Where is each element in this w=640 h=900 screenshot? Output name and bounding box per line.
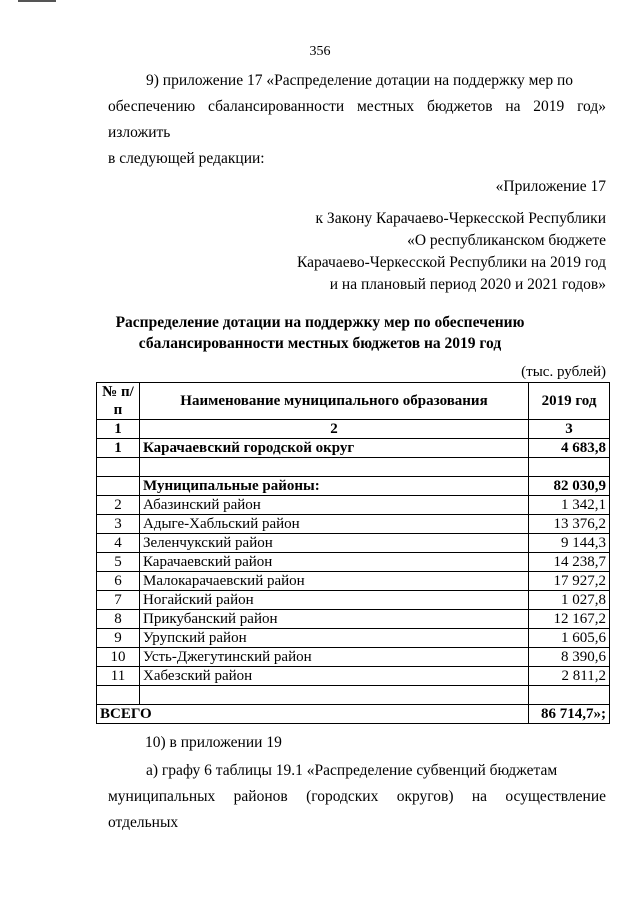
table-title-line-2: сбалансированности местных бюджетов на 2019 год — [138, 335, 502, 352]
annex-reference — [297, 208, 606, 296]
header-num: № п/п — [97, 383, 140, 420]
city-name: Карачаевский городской округ — [140, 439, 529, 458]
scan-edge-mark — [18, 0, 56, 2]
paragraph-9-line-2: обеспечению сбалансированности местных бюджетов на 2019 год» изложить — [108, 98, 606, 141]
table-row-spacer — [97, 458, 610, 477]
table-row — [97, 515, 610, 534]
table-row-city — [97, 439, 610, 458]
row-value: 1 605,6 — [529, 629, 610, 648]
paragraph-9-line-1: 9) приложение 17 «Распределение дотации на поддержку мер по — [146, 72, 573, 89]
city-num: 1 — [97, 439, 140, 458]
row-num: 3 — [97, 515, 140, 534]
row-name: Абазинский район — [140, 496, 529, 515]
total-label: ВСЕГО — [97, 705, 529, 724]
page-number: 356 — [309, 44, 331, 59]
colnum-3: 3 — [529, 420, 610, 439]
row-value: 14 238,7 — [529, 553, 610, 572]
table-row-districts-header — [97, 477, 610, 496]
row-value: 12 167,2 — [529, 610, 610, 629]
colnum-2: 2 — [140, 420, 529, 439]
row-value: 8 390,6 — [529, 648, 610, 667]
annex-line-4: и на плановый период 2020 и 2021 годов» — [329, 276, 606, 293]
paragraph-10: 10) в приложении 19 — [145, 734, 282, 751]
row-name: Ногайский район — [140, 591, 529, 610]
colnum-1: 1 — [97, 420, 140, 439]
row-name: Урупский район — [140, 629, 529, 648]
row-num: 7 — [97, 591, 140, 610]
row-num: 6 — [97, 572, 140, 591]
row-num: 4 — [97, 534, 140, 553]
row-value: 2 811,2 — [529, 667, 610, 686]
table-row — [97, 572, 610, 591]
table-row — [97, 667, 610, 686]
row-value: 1 027,8 — [529, 591, 610, 610]
row-value: 1 342,1 — [529, 496, 610, 515]
row-name: Прикубанский район — [140, 610, 529, 629]
table-row — [97, 496, 610, 515]
city-value: 4 683,8 — [529, 439, 610, 458]
subsidy-table — [96, 382, 610, 724]
table-row-spacer — [97, 686, 610, 705]
row-num: 9 — [97, 629, 140, 648]
table-row — [97, 648, 610, 667]
paragraph-9-line-3: в следующей редакции: — [108, 150, 265, 167]
paragraph-9 — [108, 68, 606, 172]
districts-header-name: Муниципальные районы: — [140, 477, 529, 496]
annex-line-3: Карачаево-Черкесской Республики на 2019 год — [297, 254, 606, 271]
row-num: 5 — [97, 553, 140, 572]
row-value: 13 376,2 — [529, 515, 610, 534]
row-value: 9 144,3 — [529, 534, 610, 553]
row-num: 8 — [97, 610, 140, 629]
header-name: Наименование муниципального образования — [140, 383, 529, 420]
table-row — [97, 534, 610, 553]
table-row — [97, 629, 610, 648]
annex-line-2: «О республиканском бюджете — [407, 232, 606, 249]
table-row — [97, 591, 610, 610]
annex-title: «Приложение 17 — [495, 178, 606, 195]
table-header-row — [97, 383, 610, 420]
row-num: 11 — [97, 667, 140, 686]
table-row — [97, 610, 610, 629]
table-row-total — [97, 705, 610, 724]
paragraph-a-line-1: а) графу 6 таблицы 19.1 «Распределение субвенций бюджетам — [146, 762, 558, 779]
table-title-line-1: Распределение дотации на поддержку мер по обеспечению — [115, 314, 525, 331]
districts-header-value: 82 030,9 — [529, 477, 610, 496]
units-label: (тыс. рублей) — [521, 364, 606, 380]
row-name: Малокарачаевский район — [140, 572, 529, 591]
row-value: 17 927,2 — [529, 572, 610, 591]
table-row — [97, 553, 610, 572]
row-num: 10 — [97, 648, 140, 667]
table-title — [0, 312, 640, 354]
total-value: 86 714,7»; — [529, 705, 610, 724]
paragraph-a-line-2: муниципальных районов (городских округов) на осуществление отдельных — [108, 788, 606, 831]
row-num: 2 — [97, 496, 140, 515]
column-number-row — [97, 420, 610, 439]
row-name: Карачаевский район — [140, 553, 529, 572]
annex-line-1: к Закону Карачаево-Черкесской Республики — [315, 210, 606, 227]
row-name: Усть-Джегутинский район — [140, 648, 529, 667]
row-name: Адыге-Хабльский район — [140, 515, 529, 534]
header-year: 2019 год — [529, 383, 610, 420]
paragraph-a — [108, 758, 606, 836]
row-name: Хабезский район — [140, 667, 529, 686]
row-name: Зеленчукский район — [140, 534, 529, 553]
